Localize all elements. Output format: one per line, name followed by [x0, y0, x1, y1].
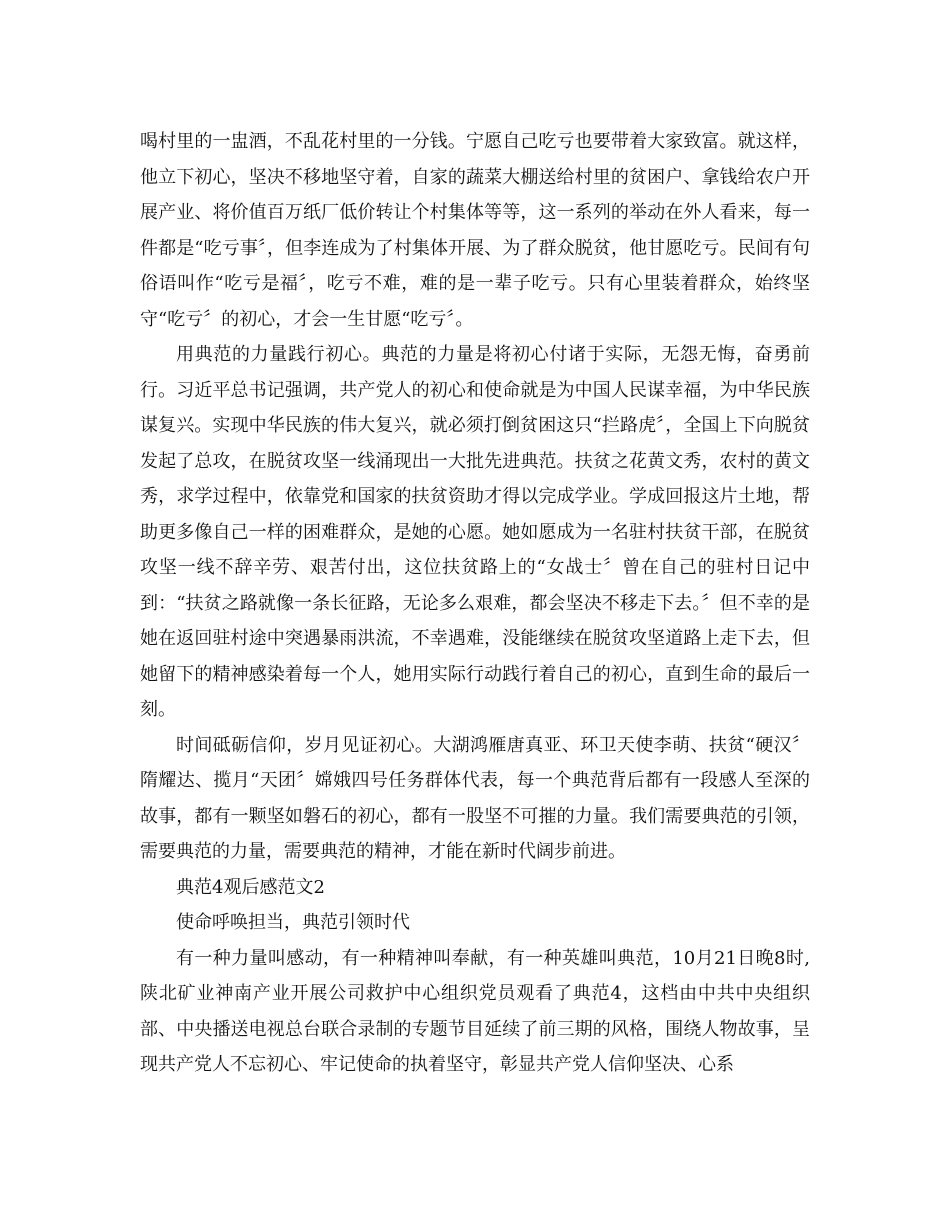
- document-page: [140, 124, 810, 1083]
- section-heading: 典范4观后感范文2: [176, 876, 325, 898]
- article-title: 使命呼唤担当，典范引领时代: [176, 912, 410, 933]
- paragraph-shijian-dili: 时间砥砺信仰，岁月见证初心。大湖鸿雁唐真亚、环卫天使李萌、扶贫“硬汉〞隋耀达、揽月“天团〞嫦娥四号任务群体代表，每一个典范背后都有一段感人至深的故事，都有一颗坚如磐石的初心，都有一股坚不可摧的力量。我们需要典范的引领，需要典范的力量，需要典范的精神，才能在新时代阔步前进。: [140, 734, 810, 862]
- paragraph-dianfan-liliang: 用典范的力量践行初心。典范的力量是将初心付诸于实际，无怨无悔，奋勇前行。习近平总书记强调，共产党人的初心和使命就是为中国人民谋幸福，为中华民族谋复兴。实现中华民族的伟大复兴，就必须打倒贫困这只“拦路虎〞，全国上下向脱贫发起了总攻，在脱贫攻坚一线涌现出一大批先进典范。扶贫之花黄文秀，农村的黄文秀，求学过程中，依靠党和国家的扶贫资助才得以完成学业。学成回报这片土地，帮助更多像自己一样的困难群众，是她的心愿。她如愿成为一名驻村扶贫干部，在脱贫攻坚一线不辞辛劳、艰苦付出，这位扶贫路上的“女战士〞曾在自己的驻村日记中到：“扶贫之路就像一条长征路，无论多么艰难，都会坚决不移走下去。〞但不幸的是她在返回驻村途中突遇暴雨洪流，不幸遇难，没能继续在脱贫攻坚道路上走下去，但她留下的精神感染着每一个人，她用实际行动践行着自己的初心，直到生命的最后一刻。: [140, 344, 810, 720]
- paragraph-chikui: 喝村里的一盅酒，不乱花村里的一分钱。宁愿自己吃亏也要带着大家致富。就这样，他立下初心，坚决不移地坚守着，自家的蔬菜大棚送给村里的贫困户、拿钱给农户开展产业、将价值百万纸厂低价转让个村集体等等，这一系列的举动在外人看来，每一件都是“吃亏事〞，但李连成为了村集体开展、为了群众脱贫，他甘愿吃亏。民间有句俗语叫作“吃亏是福〞，吃亏不难，难的是一辈子吃亏。只有心里装着群众，始终坚守“吃亏〞的初心，才会一生甘愿“吃亏〞。: [140, 131, 810, 330]
- paragraph-ganDong: 有一种力量叫感动，有一种精神叫奉献，有一种英雄叫典范，10月21日晚8时,陕北矿业神南产业开展公司救护中心组织党员观看了典范4，这档由中共中央组织部、中央播送电视总台联合录制的专题节目延续了前三期的风格，围绕人物故事，呈现共产党人不忘初心、牢记使命的执着坚守，彰显共产党人信仰坚决、心系: [140, 947, 810, 1075]
